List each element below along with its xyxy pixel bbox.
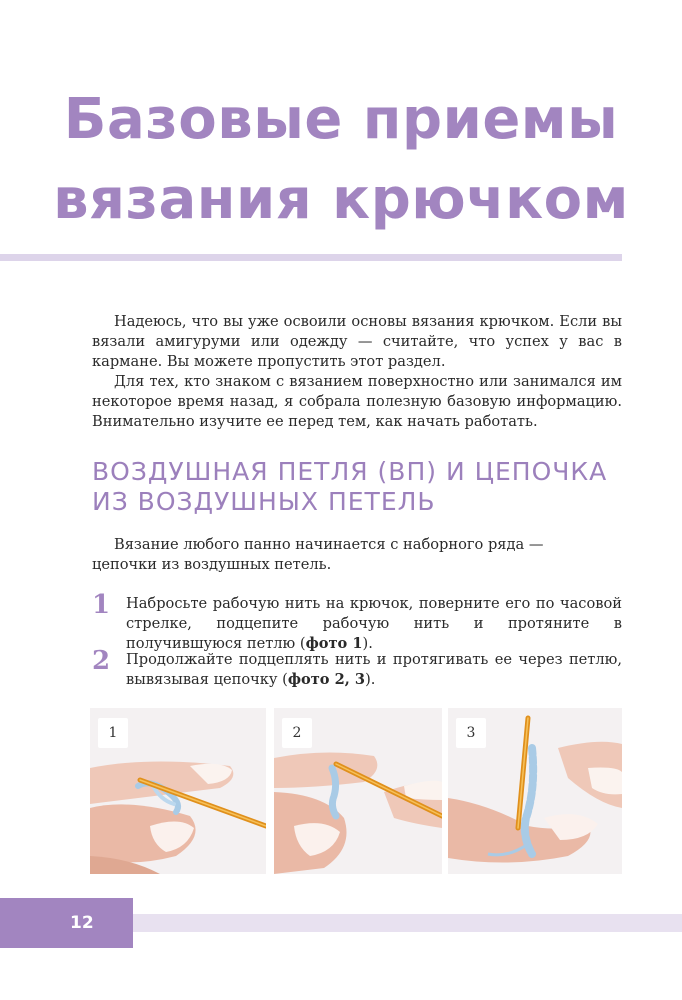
footer-divider (133, 914, 682, 932)
step-text: Набросьте рабочую нить на крючок, поверните его по часовой стрелке, подцепите рабочую нить и протяните в получившуюся петлю (фото 1). (126, 595, 622, 652)
page-title-line-1: Базовые приемы (63, 87, 619, 152)
intro-paragraph-1: Надеюсь, что вы уже освоили основы вязания крючком. Если вы вязали амигуруми или одежду — считайте, что успех у вас в кармане. Вы можете пропустить этот раздел. (92, 313, 622, 370)
page-title (0, 80, 682, 240)
photo-1 (90, 708, 266, 874)
intro-paragraph-2: Для тех, кто знаком с вязанием поверхностно или занимался им некоторое время назад, я собрала полезную базовую информацию. Внимательно изучите ее перед тем, как начать работать. (92, 373, 622, 430)
photo-number: 1 (98, 718, 128, 748)
page-number-box (0, 898, 133, 948)
step-text: Продолжайте подцеплять нить и протягивать ее через петлю, вывязывая цепочку (фото 2, 3). (126, 651, 622, 688)
page-number: 12 (70, 913, 94, 933)
step-2 (92, 646, 622, 690)
photo-2 (274, 708, 442, 874)
intro-text (92, 312, 622, 432)
photo-reference: фото 1 (305, 635, 363, 652)
section-heading-line-2: ИЗ ВОЗДУШНЫХ ПЕТЕЛЬ (92, 487, 436, 516)
photo-reference: фото 2, 3 (287, 671, 366, 688)
page-title-line-2: вязания крючком (53, 167, 629, 232)
photo-3 (448, 708, 622, 874)
step-1 (92, 590, 622, 654)
photo-number: 2 (282, 718, 312, 748)
step-number: 1 (92, 590, 111, 620)
section-heading (92, 457, 607, 517)
title-divider (0, 254, 622, 261)
section-lead: Вязание любого панно начинается с наборного ряда — цепочки из воздушных петель. (92, 536, 544, 573)
photo-number: 3 (456, 718, 486, 748)
section-heading-line-1: ВОЗДУШНАЯ ПЕТЛЯ (ВП) И ЦЕПОЧКА (92, 457, 608, 486)
step-number: 2 (92, 646, 111, 676)
